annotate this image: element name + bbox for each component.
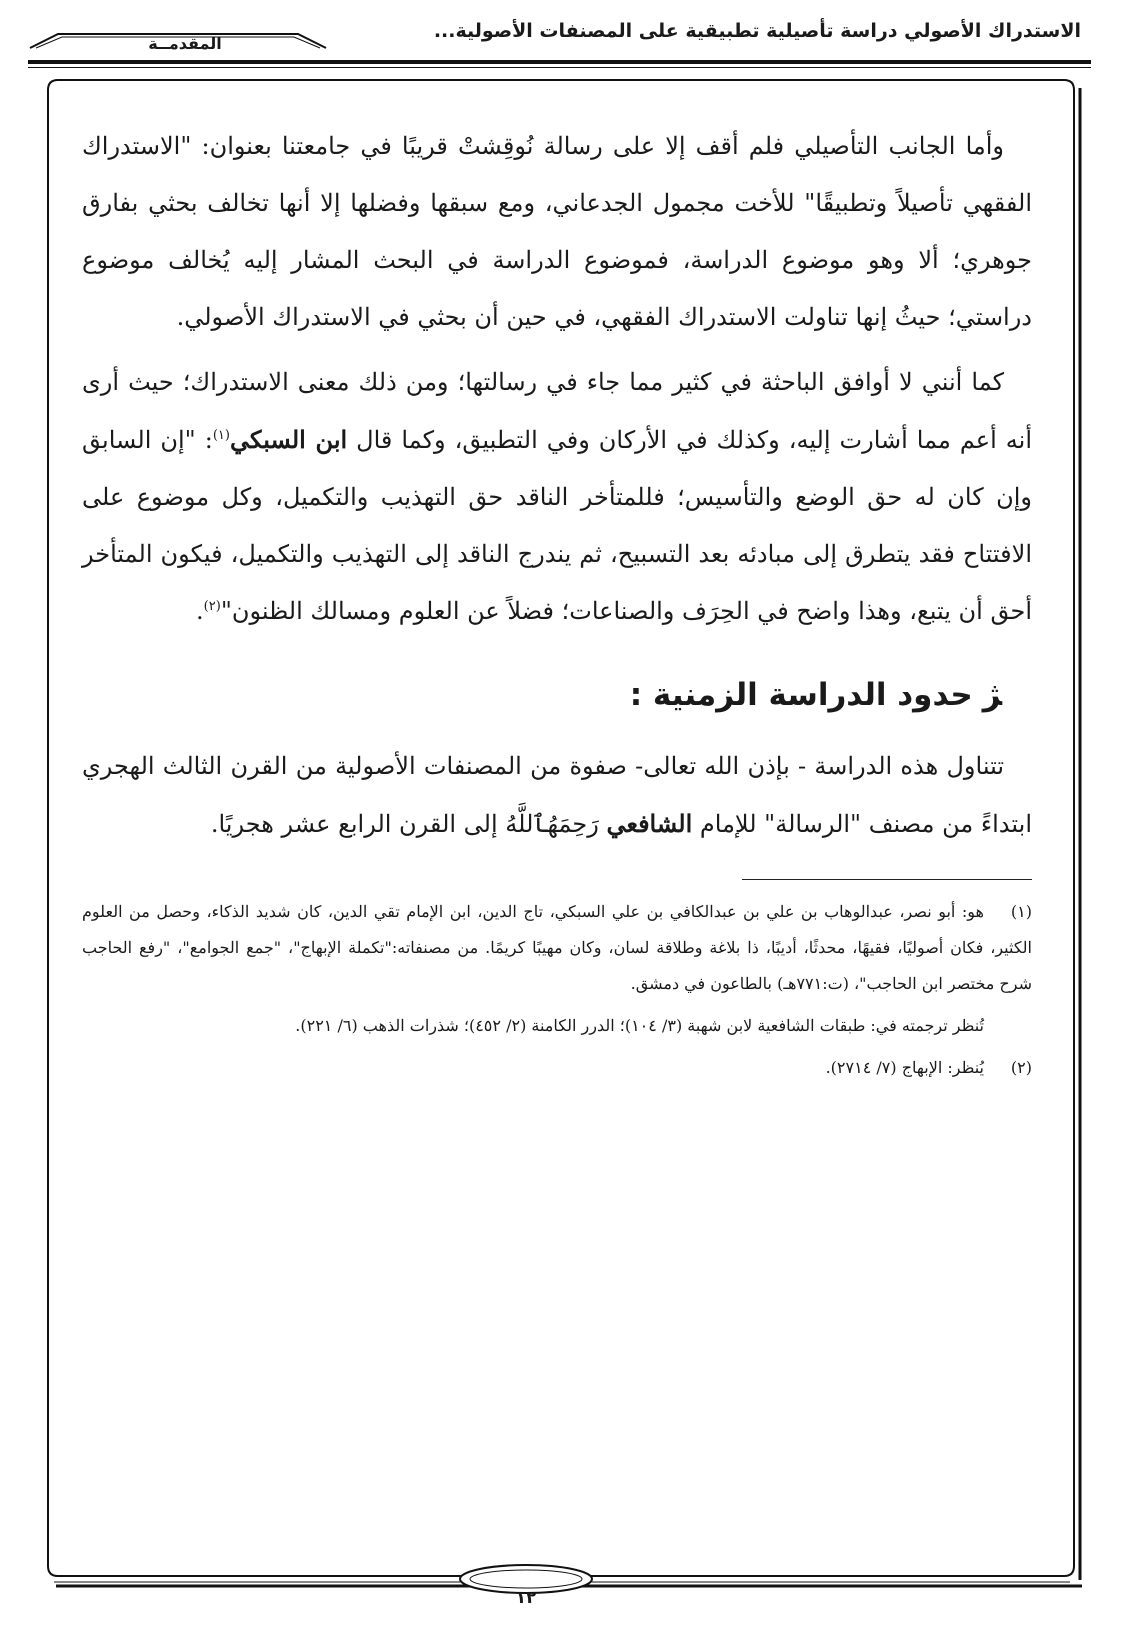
footnote-1-text: هو: أبو نصر، عبدالوهاب بن علي بن عبدالكافي بن علي السبكي، تاج الدين، ابن الإمام تقي الدين، كان شديد الذكاء، وحصل من العلوم الكثير، فكان أصوليًا، فقيهًا، محدثًا، أديبًا، ذا بلاغة وطلاقة لسان، وكان مهيبًا كريمًا. من مصنفاته:"تكملة الإبهاج"، "جمع الجوامع"، "رفع الحاجب شرح مختصر ابن الحاجب"، (ت:٧٧١هـ) بالطاعون في دمشق. (82, 902, 1032, 993)
footnote-1-number: (١) (1010, 902, 1032, 921)
book-title: الاستدراك الأصولي دراسة تأصيلية تطبيقية على المصنفات الأصولية... (433, 20, 1081, 42)
footnote-1-sources (82, 1008, 1032, 1044)
footnote-1 (82, 894, 1032, 1002)
ornament-icon: ﮋ (982, 677, 1002, 713)
section-heading-text: حدود الدراسة الزمنية : (629, 677, 973, 713)
paragraph-intro (82, 118, 1032, 346)
paragraph-intro-text: وأما الجانب التأصيلي فلم أقف إلا على رسالة نُوقِشتْ قريبًا في جامعتنا بعنوان: "الاستدراك الفقهي تأصيلاً وتطبيقًا" للأخت مجمول الجدعاني، ومع سبقها وفضلها إلا أنها تخالف بحثي بفارق جوهري؛ ألا وهو موضوع الدراسة، فموضوع الدراسة في البحث المشار إليه يُخالف موضوع دراستي؛ حيثُ إنها تناولت الاستدراك الفقهي، في حين أن بحثي في الاستدراك الأصولي. (82, 132, 1033, 331)
paragraph-scope-text-b: إلى القرن الرابع عشر هجريًا. (210, 810, 506, 838)
footnote-2-number: (٢) (1010, 1058, 1032, 1077)
page-body (82, 118, 1032, 1092)
header-rule-thin (28, 67, 1091, 68)
footnote-ref-1[interactable]: (١) (212, 428, 230, 443)
header-rule-thick (28, 60, 1091, 64)
honorific-phrase: رَحِمَهُٱللَّهُ (505, 810, 599, 838)
quotation-text: : "إن السابق وإن كان له حق الوضع والتأسيس؛ فللمتأخر الناقد حق التهذيب والتكميل، وكل موضوع على الافتتاح فقد يتطرق إلى مبادئه بعد التسبيح، ثم يندرج الناقد إلى التهذيب والتكميل، فيكون المتأخر أحق أن يتبع، وهذا واضح في الحِرَف والصناعات؛ فضلاً عن العلوم ومسالك الظنون" (82, 426, 1032, 625)
paragraph-scope (82, 738, 1032, 853)
paragraph-disagreement-text-a: كما أنني لا أوافق الباحثة في كثير مما جاء في رسالتها؛ ومن ذلك معنى الاستدراك؛ حيث أرى أنه أعم مما أشارت إليه، وكذلك في الأركان وفي التطبيق، وكما قال (82, 368, 1032, 454)
section-label: المقدمــة (148, 34, 222, 53)
page-number: ١٢ (515, 1588, 537, 1608)
imam-name: الشافعي (606, 809, 693, 838)
paragraph-disagreement (82, 354, 1032, 640)
footnote-ref-2[interactable]: (٢) (203, 599, 221, 614)
footnote-2 (82, 1050, 1032, 1086)
footnote-1-sources-text: تُنظر ترجمته في: طبقات الشافعية لابن شهبة (٣/ ١٠٤)؛ الدرر الكامنة (٢/ ٤٥٢)؛ شذرات الذهب (٦/ ٢٢١). (295, 1016, 984, 1035)
footnote-separator (742, 879, 1032, 880)
scholar-name: ابن السبكي (229, 425, 348, 454)
paragraph-end-mark: . (196, 597, 204, 625)
section-heading (82, 670, 1002, 720)
footnote-2-text: يُنظر: الإبهاج (٧/ ٢٧١٤). (825, 1058, 984, 1077)
paragraph-scope-text-a: تتناول هذه الدراسة - بإذن الله تعالى- صفوة من المصنفات الأصولية من القرن الثالث الهجري ابتداءً من مصنف "الرسالة" للإمام (82, 752, 1032, 838)
